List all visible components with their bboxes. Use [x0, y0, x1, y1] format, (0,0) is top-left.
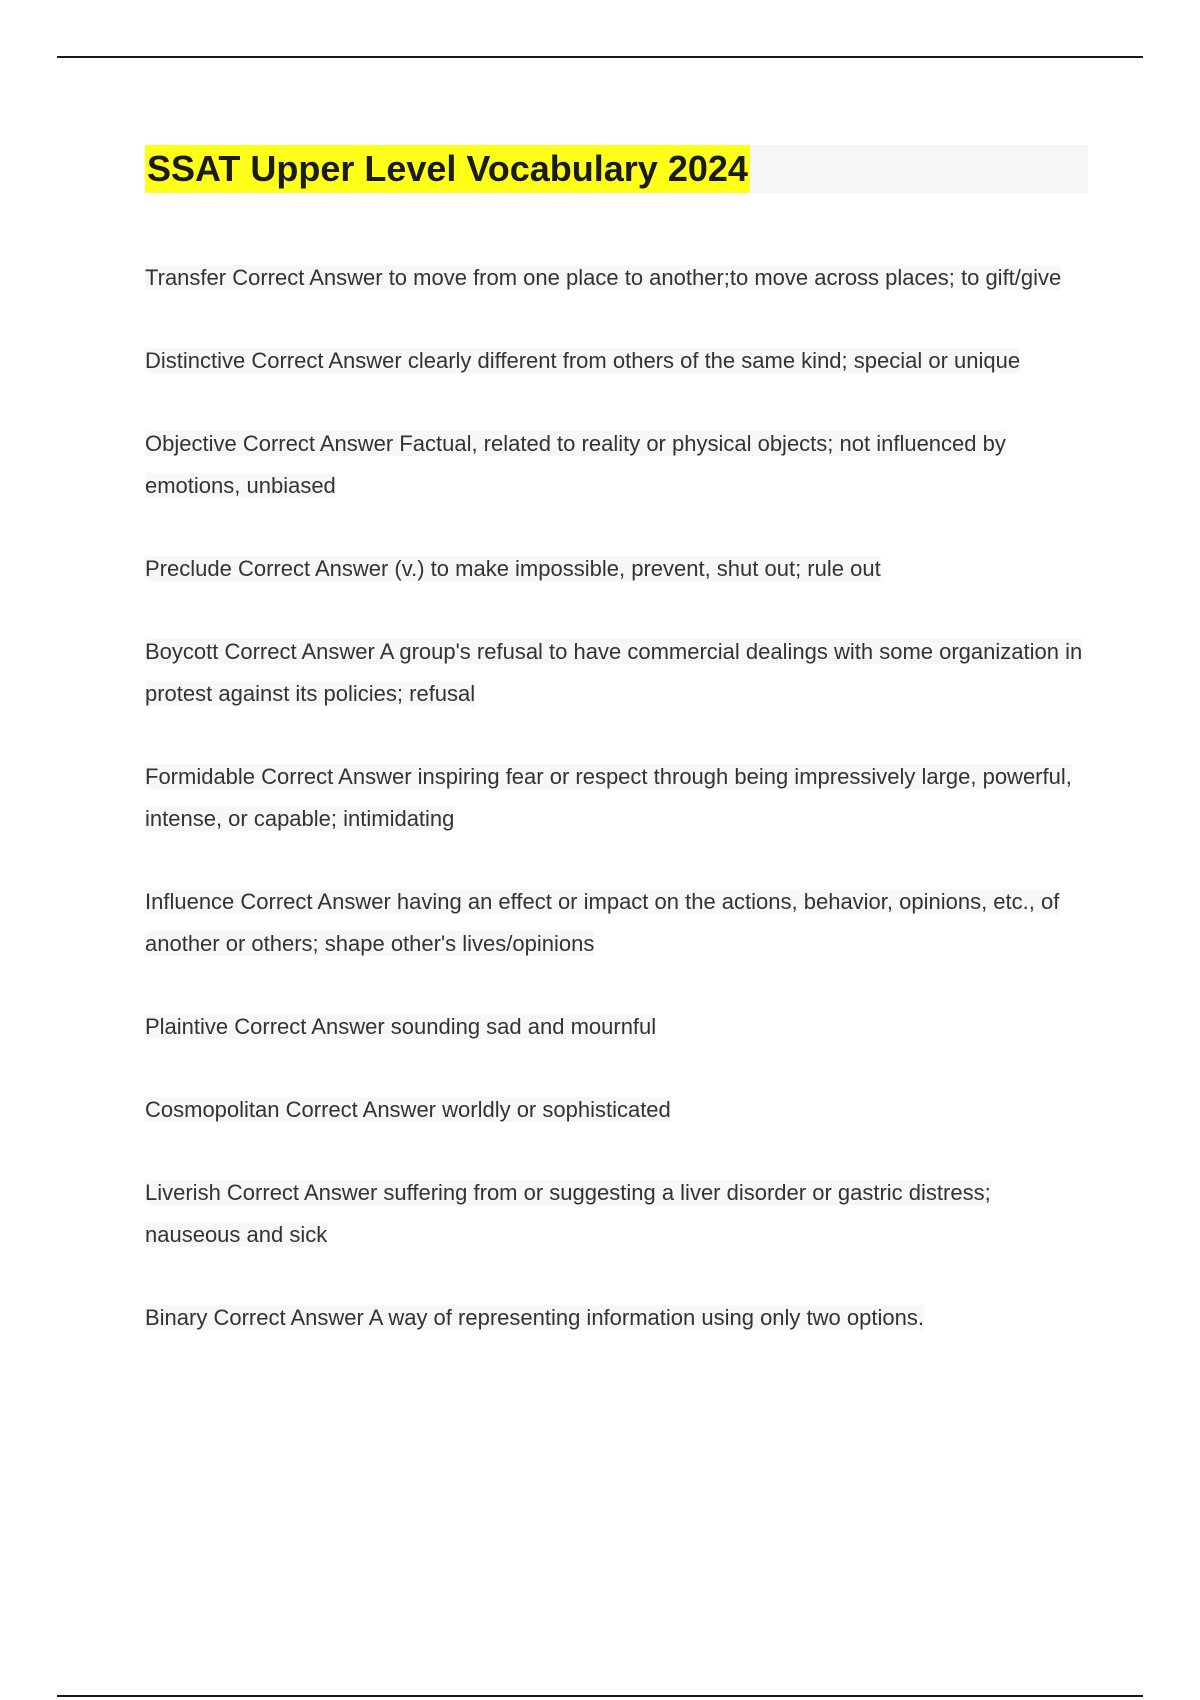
entry-text: Objective Correct Answer Factual, related to reality or physical objects; not influenced by emotions, unbiased: [145, 431, 1006, 498]
entry-text: Formidable Correct Answer inspiring fear or respect through being impressively large, powerful, intense, or capable; intimidating: [145, 764, 1072, 831]
entry-text: Liverish Correct Answer suffering from or suggesting a liver disorder or gastric distress; nauseous and sick: [145, 1180, 991, 1247]
entry-text: Boycott Correct Answer A group's refusal to have commercial dealings with some organization in protest against its policies; refusal: [145, 639, 1083, 706]
list-item: [145, 423, 1088, 507]
list-item: [145, 1297, 1088, 1339]
entry-text: Influence Correct Answer having an effect or impact on the actions, behavior, opinions, etc., of another or others; shape other's lives/opinions: [145, 889, 1060, 956]
list-item: [145, 631, 1088, 715]
top-rule: [57, 56, 1143, 58]
bottom-rule: [57, 1695, 1143, 1697]
entry-text: Transfer Correct Answer to move from one place to another;to move across places; to gift/give: [145, 265, 1062, 290]
entry-text: Binary Correct Answer A way of representing information using only two options.: [145, 1305, 924, 1330]
list-item: [145, 756, 1088, 840]
list-item: [145, 1089, 1088, 1131]
list-item: [145, 1172, 1088, 1256]
list-item: [145, 340, 1088, 382]
list-item: [145, 548, 1088, 590]
list-item: [145, 1006, 1088, 1048]
vocabulary-list: [145, 257, 1088, 1380]
entry-text: Cosmopolitan Correct Answer worldly or sophisticated: [145, 1097, 671, 1122]
entry-text: Preclude Correct Answer (v.) to make impossible, prevent, shut out; rule out: [145, 556, 881, 581]
list-item: [145, 881, 1088, 965]
title-bar: [145, 145, 1088, 193]
entry-text: Distinctive Correct Answer clearly different from others of the same kind; special or unique: [145, 348, 1021, 373]
entry-text: Plaintive Correct Answer sounding sad and mournful: [145, 1014, 657, 1039]
document-body: [145, 145, 1088, 1330]
list-item: [145, 257, 1088, 299]
page-title: SSAT Upper Level Vocabulary 2024: [145, 145, 750, 193]
